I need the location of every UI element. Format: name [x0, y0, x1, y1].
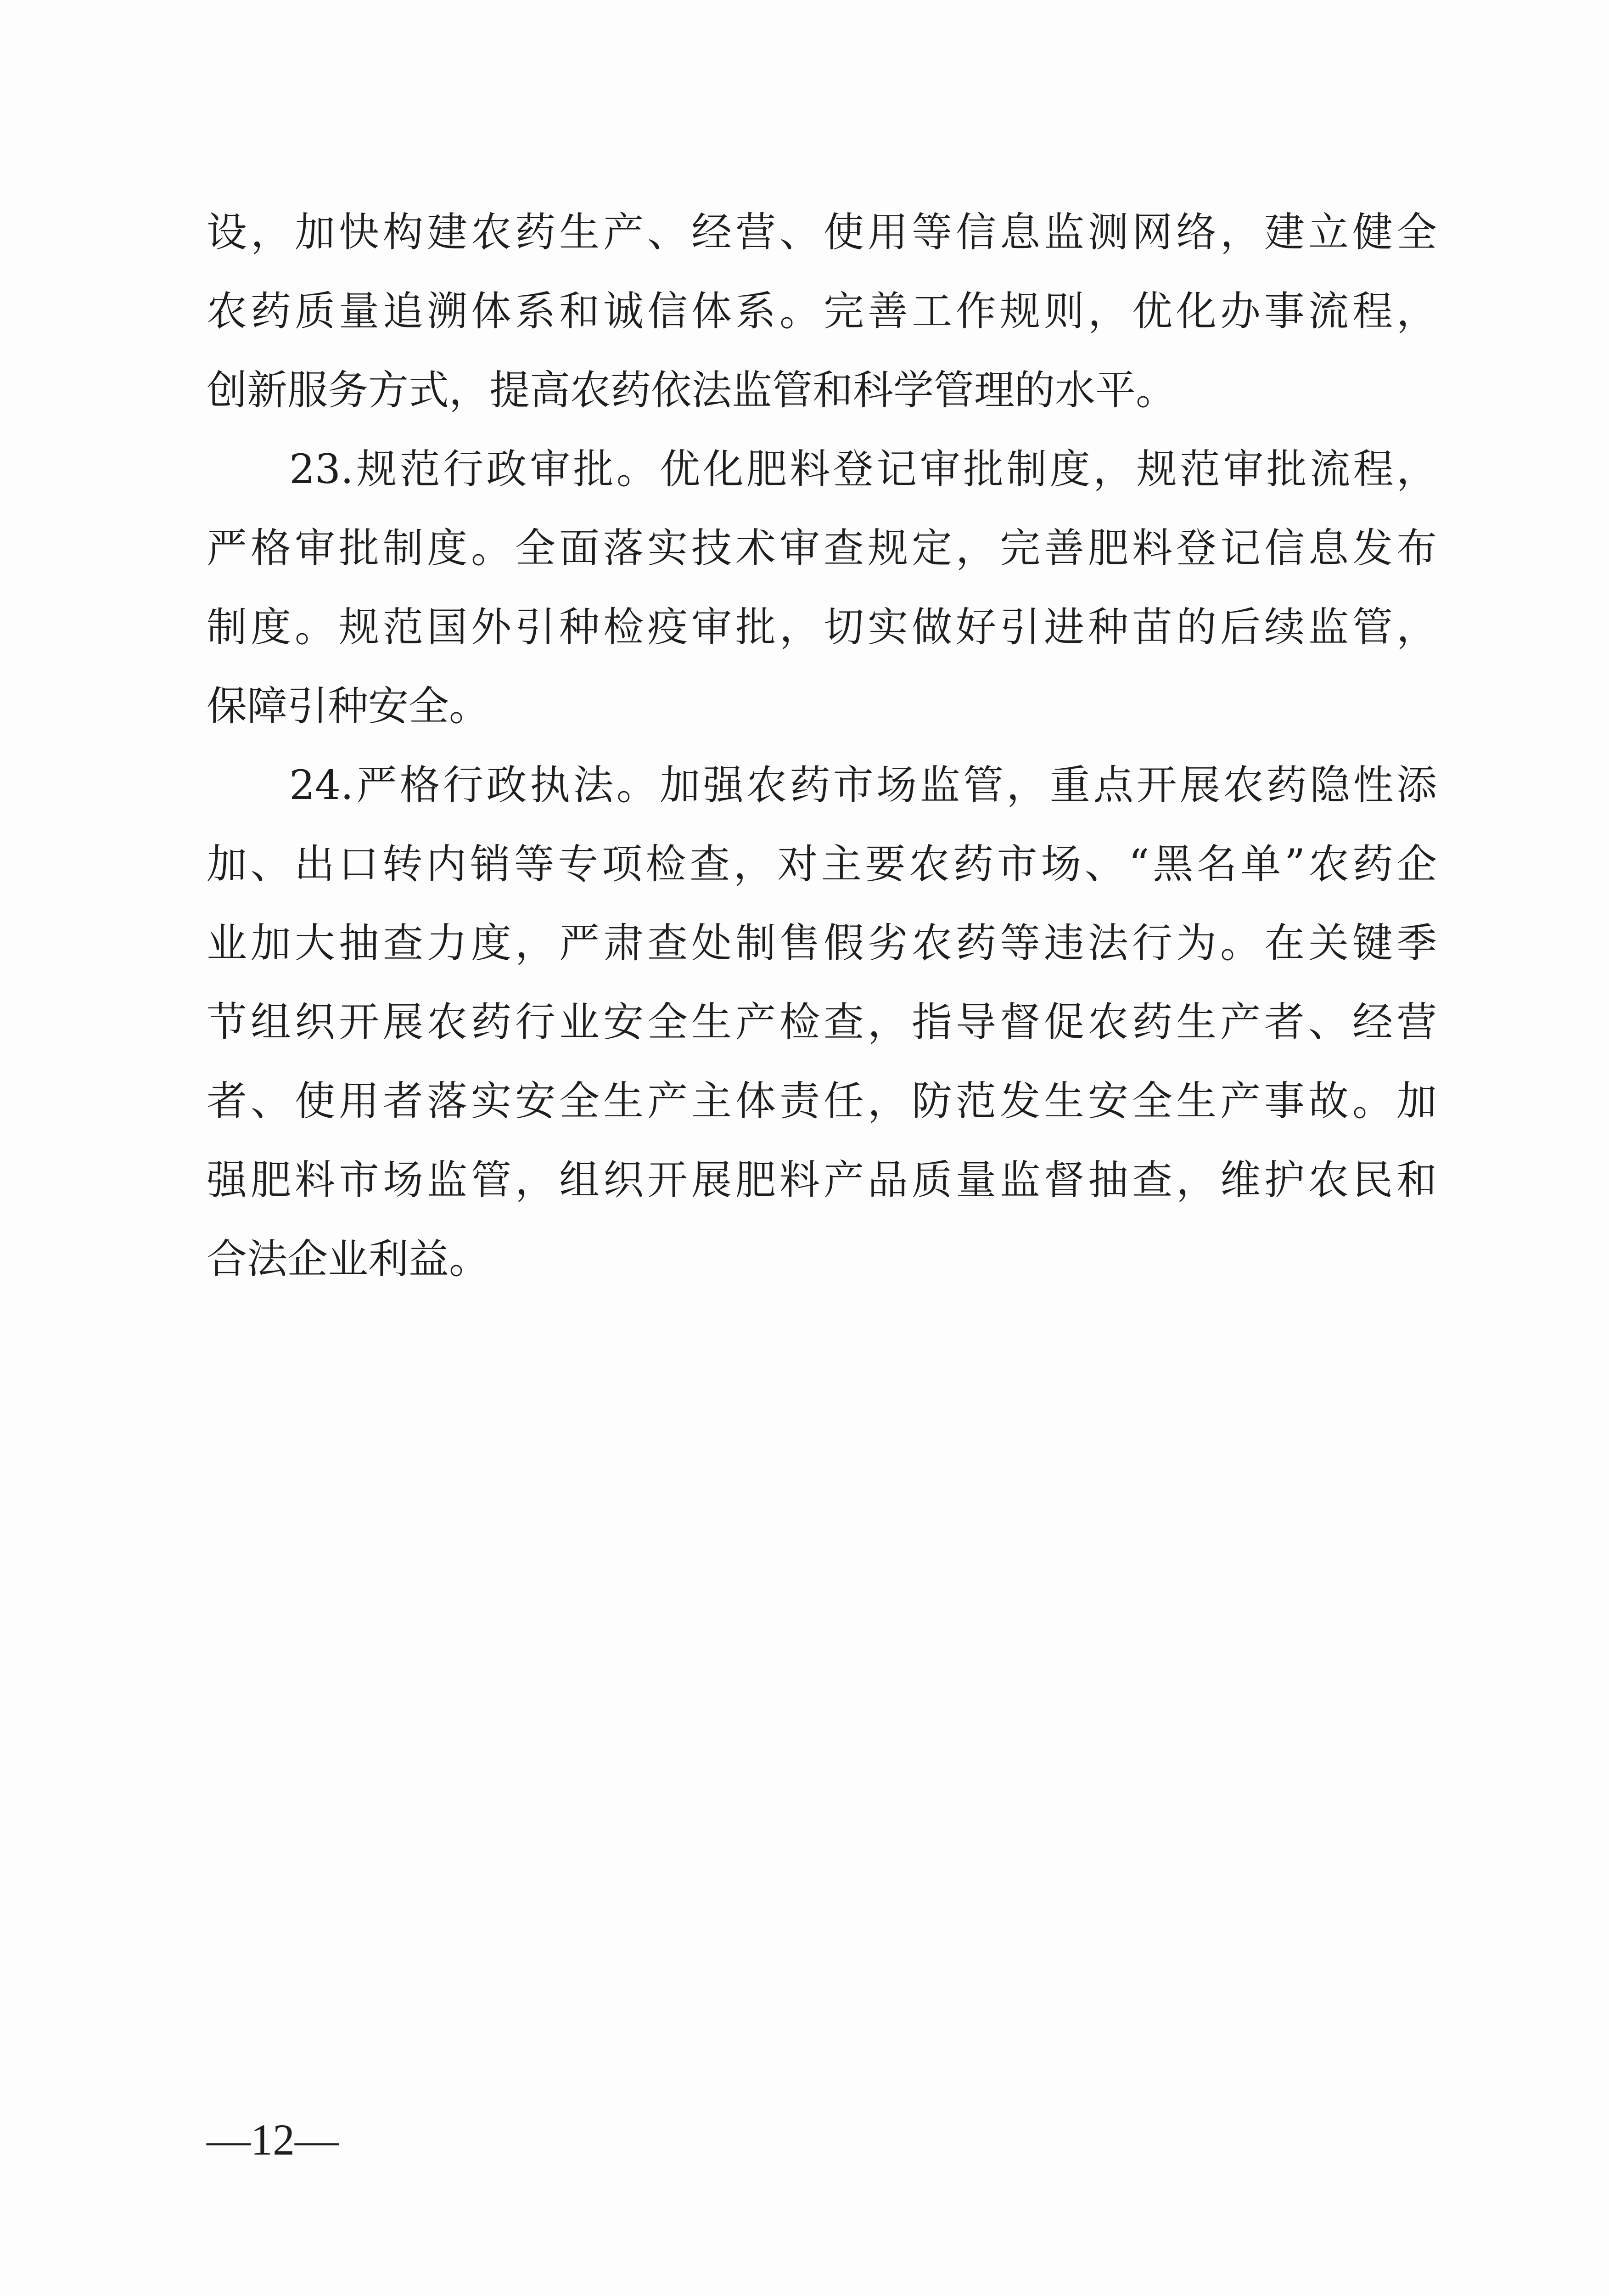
body-text — [207, 193, 1437, 1299]
paragraph-continuation — [207, 193, 1437, 430]
text-line: 制度。规范国外引种检疫审批，切实做好引进种苗的后续监管， — [207, 603, 1437, 651]
text-line: 设，加快构建农药生产、经营、使用等信息监测网络，建立健全 — [207, 208, 1437, 256]
page-number: —12— — [207, 2115, 339, 2164]
text-line: 合法企业利益。 — [207, 1235, 490, 1283]
text-line: 加、出口转内销等专项检查，对主要农药市场、“黑名单”农药企 — [207, 840, 1437, 888]
paragraph-24 — [207, 746, 1437, 1299]
text-line: 节组织开展农药行业安全生产检查，指导督促农药生产者、经营 — [207, 998, 1437, 1046]
text-line: 23.规范行政审批。优化肥料登记审批制度，规范审批流程， — [289, 445, 1437, 493]
text-line: 者、使用者落实安全生产主体责任，防范发生安全生产事故。加 — [207, 1077, 1437, 1125]
text-line: 24.严格行政执法。加强农药市场监管，重点开展农药隐性添 — [289, 761, 1437, 809]
text-line: 业加大抽查力度，严肃查处制售假劣农药等违法行为。在关键季 — [207, 919, 1437, 967]
paragraph-23 — [207, 430, 1437, 746]
text-line: 创新服务方式，提高农药依法监管和科学管理的水平。 — [207, 366, 1177, 414]
text-line: 农药质量追溯体系和诚信体系。完善工作规则，优化办事流程， — [207, 287, 1437, 335]
text-line: 保障引种安全。 — [207, 682, 490, 730]
text-line: 强肥料市场监管，组织开展肥料产品质量监督抽查，维护农民和 — [207, 1156, 1437, 1204]
text-line: 严格审批制度。全面落实技术审查规定，完善肥料登记信息发布 — [207, 524, 1437, 572]
